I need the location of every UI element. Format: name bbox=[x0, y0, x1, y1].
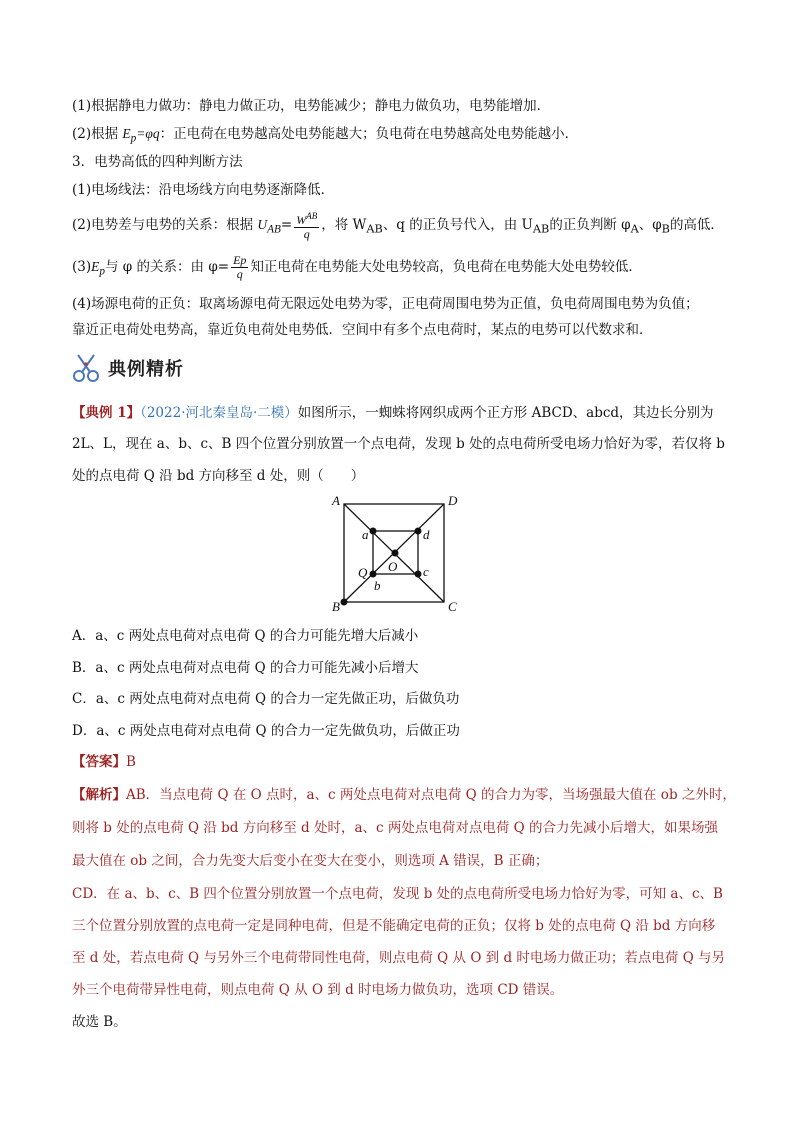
text-line: (2)根据 $E_p=\varphi q$：正电荷在电势越高处电势能越大；负电荷在电势越高处电势能越小． bbox=[72, 126, 579, 145]
question-line: 【典例 1】（2022·河北秦皇岛·二模）如图所示，一蜘蛛将网织成两个正方形 ABCD、abcd，其边长分别为 bbox=[72, 405, 714, 421]
label-c: c bbox=[423, 564, 429, 579]
section-header bbox=[70, 351, 184, 385]
conclusion: 故选 B。 bbox=[72, 1014, 127, 1030]
label-a: a bbox=[362, 527, 369, 542]
subheading: 3．电势高低的四种判断方法 bbox=[72, 154, 243, 170]
analysis-line: 【解析】AB．当点电荷 Q 在 O 点时，a、c 两处点电荷对点电荷 Q 的合力为零，当场强最大值在 ob 之外时， bbox=[72, 787, 736, 803]
fraction: $\frac{Ep}{q}$ bbox=[233, 253, 247, 281]
analysis-line: 外三个电荷带异性电荷，则点电荷 Q 从 O 到 d 时电场力做负功，选项 CD 错误。 bbox=[72, 982, 564, 998]
scissors-icon bbox=[70, 351, 104, 385]
text-line: $(3)E_p$与 φ 的关系：由 φ= $\frac{Ep}{q}$ 知正电荷在电势能大处电势较高，负电荷在电势能大处电势较低． bbox=[72, 253, 642, 281]
label-C: C bbox=[448, 599, 457, 614]
option-d: D．a、c 两处点电荷对点电荷 Q 的合力一定先做负功，后做正功 bbox=[72, 723, 460, 739]
text-line: (2)电势差与电势的关系：根据 $U_{AB}=$ $\frac{W^{AB}}{q}$ ，将 $W_{AB}$、q 的正负号代入，由 $U_{AB}$的正负判断 $\varphi_A$、$\varphi_B$的高低． bbox=[72, 211, 724, 241]
question-line: 处的点电荷 Q 沿 bd 方向移至 d 处，则（ ） bbox=[72, 468, 365, 484]
section-title: 典例精析 bbox=[108, 359, 184, 380]
label-Q: Q bbox=[358, 565, 368, 580]
label-D: D bbox=[448, 493, 458, 508]
square-web-diagram bbox=[330, 493, 470, 615]
fraction: $\frac{W^{AB}}{q}$ bbox=[296, 211, 318, 241]
analysis-line: CD．在 a、b、c、B 四个位置分别放置一个点电荷，发现 b 处的点电荷所受电场力恰好为零，可知 a、c、B bbox=[72, 886, 723, 902]
analysis-line: 三个位置分别放置的点电荷一定是同种电荷，但是不能确定电荷的正负；仅将 b 处的点电荷 Q 沿 bd 方向移 bbox=[72, 918, 716, 934]
question-line: 2L、L，现在 a、b、c、B 四个位置分别放置一个点电荷，发现 b 处的点电荷所受电场力恰好为零，若仅将 b bbox=[72, 436, 725, 452]
label-A: A bbox=[332, 493, 340, 508]
label-b: b bbox=[374, 578, 381, 593]
text-line: (1)电场线法：沿电场线方向电势逐渐降低． bbox=[72, 182, 335, 198]
analysis-line: 则将 b 处的点电荷 Q 沿 bd 方向移至 d 处时，a、c 两处点电荷对点电荷 Q 的合力先减小后增大，如果场强 bbox=[72, 820, 719, 836]
text-line: (1)根据静电力做功：静电力做正功，电势能减少；静电力做负功，电势能增加． bbox=[72, 98, 551, 114]
analysis-line: 至 d 处，若点电荷 Q 与另外三个电荷带同性电荷，则点电荷 Q 从 O 到 d 时电场力做正功；若点电荷 Q 与另 bbox=[72, 950, 726, 966]
option-b: B．a、c 两处点电荷对点电荷 Q 的合力可能先减小后增大 bbox=[72, 660, 419, 676]
answer: 【答案】B bbox=[72, 754, 136, 770]
analysis-line: 最大值在 ob 之间，合力先变大后变小在变大在变小，则选项 A 错误，B 正确； bbox=[72, 853, 549, 869]
text-line: 靠近正电荷处电势高，靠近负电荷处电势低．空间中有多个点电荷时，某点的电势可以代数求和． bbox=[72, 322, 653, 338]
label-d: d bbox=[423, 527, 430, 542]
label-B: B bbox=[332, 599, 340, 614]
label-O: O bbox=[388, 559, 398, 574]
text-line: (4)场源电荷的正负：取离场源电荷无限远处电势为零，正电荷周围电势为正值，负电荷周围电势为负值； bbox=[72, 296, 699, 312]
option-a: A．a、c 两处点电荷对点电荷 Q 的合力可能先增大后减小 bbox=[72, 628, 419, 644]
option-c: C．a、c 两处点电荷对点电荷 Q 的合力一定先做正功，后做负功 bbox=[72, 691, 460, 707]
